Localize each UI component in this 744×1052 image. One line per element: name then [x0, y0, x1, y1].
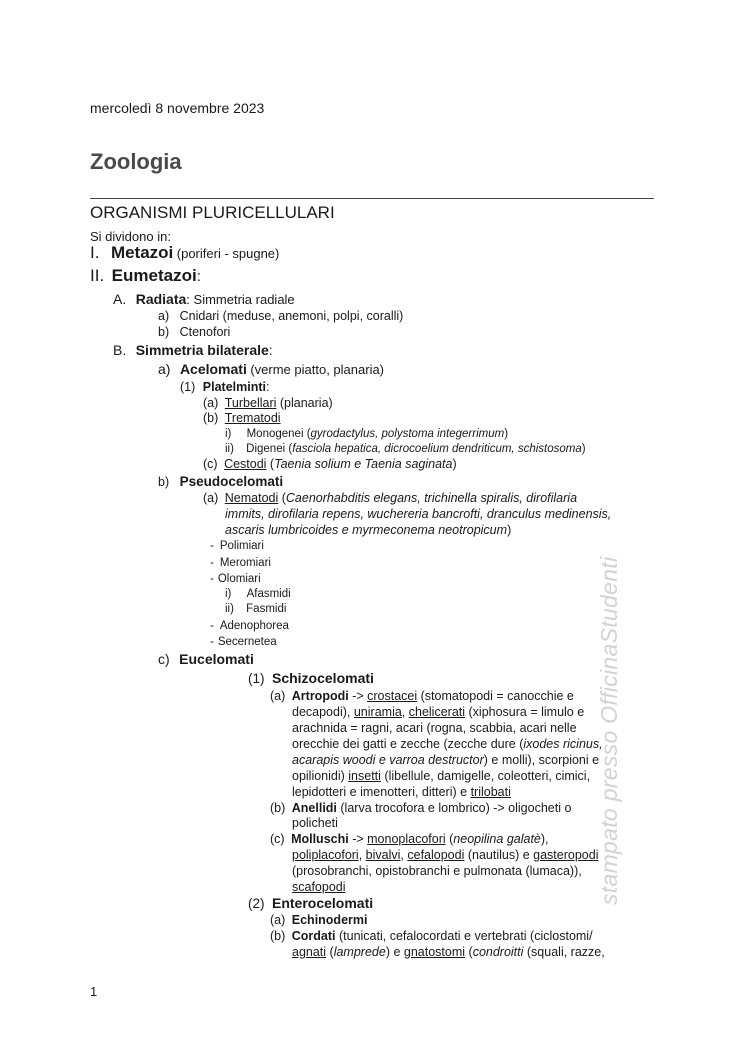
scafopodi: scafopodi: [292, 880, 346, 894]
marker: (a): [270, 913, 286, 927]
section-heading: ORGANISMI PLURICELLULARI: [90, 203, 335, 222]
term: Cordati: [291, 929, 336, 943]
artropodi-line-5: [292, 752, 599, 768]
species: neopilina galatè: [453, 832, 541, 846]
marker: (1): [180, 380, 196, 394]
text: Fasmidi: [246, 603, 287, 615]
species: Caenorhabditis elegans, trichinella spiralis, dirofilaria: [285, 491, 578, 505]
item-simmetria-bilaterale: [113, 342, 273, 359]
trilobati: trilobati: [470, 785, 511, 799]
text: Adenophorea: [219, 620, 289, 632]
date: mercoledì 8 novembre 2023: [90, 100, 265, 116]
note: (poriferi - spugne): [176, 246, 280, 261]
item-schizocelomati: [248, 670, 374, 687]
insetti: insetti: [348, 769, 381, 783]
item-pseudocelomati: [158, 474, 283, 490]
molluschi-line-3: (prosobranchi, opistobranchi e pulmonata (lumaca)),: [292, 864, 582, 878]
crostacei: crostacei: [367, 689, 418, 703]
artropodi-line-6: [292, 768, 590, 784]
arrow: ->: [348, 832, 368, 846]
item-radiata: [113, 291, 295, 308]
term: Eumetazoi: [111, 266, 197, 285]
item-cestodi: [203, 456, 457, 472]
close: ): [504, 428, 509, 440]
term: Echinodermi: [291, 913, 368, 927]
species: acarapis woodi e varroa destructor: [292, 753, 484, 767]
nematodi-line-2: immits, dirofilaria repens, wuchereria bancrofti, dranculus medinensis,: [225, 507, 612, 521]
item-afasmidi: [225, 586, 291, 602]
artropodi-line-4: [292, 736, 603, 752]
bivalvi: bivalvi: [365, 848, 401, 862]
dash-adenophorea: - Adenophorea: [210, 620, 289, 632]
chelicerati: chelicerati: [408, 705, 466, 719]
item-metazoi: [90, 245, 279, 262]
item-turbellari: [203, 395, 333, 411]
text: opilionidi): [292, 769, 349, 783]
species: gyrodactylus, polystoma integerrimum: [310, 428, 505, 440]
open: (: [445, 832, 454, 846]
term: Molluschi: [291, 832, 349, 846]
marker: i): [225, 588, 232, 600]
note: (planaria): [279, 396, 333, 410]
item-platelminti: [180, 379, 269, 395]
text: Digenei (: [246, 443, 293, 455]
close: ): [581, 443, 586, 455]
open: (: [266, 457, 275, 471]
species: fasciola hepatica, dicrocoelium dendriticum, schistosoma: [292, 443, 582, 455]
anellidi-line-2: policheti: [292, 816, 338, 830]
marker: c): [158, 651, 170, 667]
species: Taenia solium e Taenia saginata: [274, 457, 453, 471]
monoplacofori: monoplacofori: [367, 832, 446, 846]
text: ) e molli), scorpioni e: [483, 753, 600, 767]
term: Eucelomati: [179, 651, 254, 667]
lamprede: lamprede: [333, 945, 386, 959]
uniramia: uniramia: [353, 705, 402, 719]
colon: :: [265, 380, 270, 394]
marker: I.: [90, 243, 100, 262]
intro-text: Si dividono in:: [90, 229, 171, 244]
condroitti: condroitti: [472, 945, 524, 959]
marker: (c): [203, 457, 218, 471]
item-nematodi: [203, 490, 577, 506]
marker: (b): [270, 929, 286, 943]
text: Polimiari: [219, 540, 264, 552]
text: lepidotteri e imenotteri, ditteri) e: [292, 785, 471, 799]
term: Enterocelomati: [271, 895, 374, 911]
divider: [90, 198, 654, 199]
gasteropodi: gasteropodi: [533, 848, 599, 862]
text: orecchie dei gatti e zecche (zecche dure (: [292, 737, 524, 751]
text: (stomatopodi = canocchie e: [417, 689, 574, 703]
item-monogenei: [225, 426, 508, 442]
open: (: [278, 491, 286, 505]
term: Anellidi: [291, 801, 337, 815]
marker: B.: [113, 342, 127, 358]
cordati-line-2: [292, 944, 605, 960]
term: Acelomati: [179, 361, 247, 377]
item-eumetazoi: [90, 268, 201, 285]
item-ctenofori: [158, 324, 230, 340]
marker: (a): [203, 491, 219, 505]
page-title: Zoologia: [90, 149, 182, 174]
dash-meromiari: - Meromiari: [210, 557, 271, 569]
cefalopodi: cefalopodi: [407, 848, 465, 862]
term: Artropodi: [291, 689, 349, 703]
marker: II.: [90, 266, 105, 285]
term: Simmetria bilaterale: [135, 342, 269, 358]
arrow: ->: [348, 689, 368, 703]
text: (nautilus) e: [464, 848, 534, 862]
marker: (b): [270, 801, 286, 815]
gnatostomi: gnatostomi: [403, 945, 466, 959]
text: (larva trocofora e lombrico) -> oligocheti o: [336, 801, 572, 815]
marker: (a): [270, 689, 286, 703]
text: Cnidari (meduse, anemoni, polpi, coralli): [179, 309, 404, 323]
dash-olomiari: - Olomiari: [210, 573, 261, 585]
text: decapodi),: [292, 705, 354, 719]
marker: (1): [248, 671, 265, 686]
term: Schizocelomati: [271, 670, 374, 686]
item-echinodermi: [270, 912, 367, 928]
marker: a): [158, 361, 171, 377]
species: ixodes ricinus,: [523, 737, 603, 751]
sep: ,: [401, 705, 409, 719]
marker: b): [158, 475, 170, 489]
item-fasmidi: [225, 601, 286, 617]
text: Monogenei (: [246, 428, 311, 440]
artropodi-line-2: [292, 704, 584, 720]
item-eucelomati: [158, 651, 254, 668]
marker: (c): [270, 832, 285, 846]
item-anellidi: [270, 800, 571, 816]
marker: a): [158, 309, 170, 323]
item-trematodi: [203, 410, 281, 426]
note: (verme piatto, planaria): [250, 362, 385, 377]
term: Pseudocelomati: [179, 474, 284, 489]
marker: i): [225, 428, 232, 440]
text: (tunicati, cefalocordati e vertebrati (ciclostomi/: [335, 929, 593, 943]
text: Afasmidi: [246, 588, 291, 600]
term: Cestodi: [224, 457, 267, 471]
colon: :: [196, 268, 201, 285]
agnati: agnati: [292, 945, 327, 959]
marker: (2): [248, 896, 265, 911]
text: Olomiari: [217, 573, 261, 585]
text: (squali, razze,: [523, 945, 605, 959]
close: ): [507, 523, 512, 537]
text: Ctenofori: [179, 325, 231, 339]
text: Meromiari: [219, 557, 271, 569]
species: ascaris lumbricoides e myrmeconema neotropicum: [225, 523, 508, 537]
text: (libellule, damigelle, coleotteri, cimici,: [380, 769, 591, 783]
marker: ii): [225, 603, 234, 615]
note: : Simmetria radiale: [186, 292, 295, 307]
term: Platelminti: [202, 380, 266, 394]
marker: ii): [225, 443, 234, 455]
nematodi-line-3: [225, 522, 511, 538]
text: ) e: [385, 945, 404, 959]
term: Radiata: [135, 291, 187, 307]
open: (: [465, 945, 473, 959]
poliplacofori: poliplacofori: [292, 848, 359, 862]
text: Secernetea: [217, 636, 277, 648]
marker: (a): [203, 396, 219, 410]
close: ),: [540, 832, 549, 846]
close: ): [452, 457, 457, 471]
marker: (b): [203, 411, 219, 425]
artropodi-line-7: [292, 784, 511, 800]
molluschi-line-2: [292, 847, 598, 863]
marker: b): [158, 325, 170, 339]
item-acelomati: [158, 361, 384, 378]
text: (xiphosura = limulo e: [465, 705, 585, 719]
item-cordati: [270, 928, 593, 944]
dash-secernetea: - Secernetea: [210, 636, 277, 648]
sep: ,: [400, 848, 408, 862]
term: Turbellari: [224, 396, 277, 410]
item-digenei: [225, 441, 586, 457]
colon: :: [268, 342, 273, 358]
watermark: stampato presso OfficinaStudenti: [596, 556, 622, 905]
item-enterocelomati: [248, 895, 373, 912]
term: Trematodi: [224, 411, 281, 425]
sep: ,: [358, 848, 366, 862]
term: Nematodi: [224, 491, 279, 505]
open: (: [326, 945, 334, 959]
item-artropodi: [270, 688, 574, 704]
item-cnidari: [158, 308, 403, 324]
artropodi-line-3: arachnida = ragni, acari (rogna, scabbia, acari nelle: [292, 721, 577, 735]
item-molluschi: [270, 831, 549, 847]
marker: A.: [113, 291, 127, 307]
term: Metazoi: [110, 243, 174, 262]
dash-polimiari: - Polimiari: [210, 540, 264, 552]
page-number: 1: [90, 984, 98, 999]
